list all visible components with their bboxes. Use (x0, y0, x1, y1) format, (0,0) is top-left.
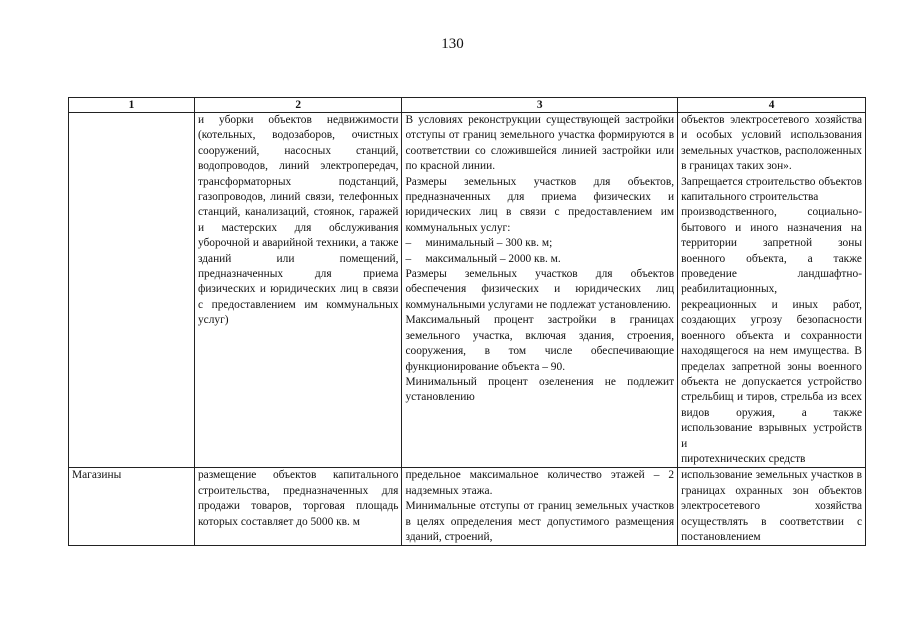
row-b-restrictions-cell (678, 468, 866, 546)
paragraph: Максимальный процент застройки в границах земельного участка, включая здания, строения, сооружения, в том числе обеспечивающие функционирование объекта – 90. (405, 314, 675, 373)
list-item-text: минимальный – 300 кв. м; (425, 237, 553, 250)
paragraph: Размеры земельных участков для объектов, предназначенных для приема физических и юридических лиц в связи с предоставлением им коммунальных услуг: (405, 175, 675, 234)
dash-bullet: – (405, 237, 412, 250)
row-a-restrictions-cell (678, 113, 866, 468)
row-b-description-cell (194, 468, 402, 546)
paragraph: Запрещается строительство объектов капитального строительства (681, 175, 862, 204)
row-b-parameters-cell (402, 468, 678, 546)
list-item (405, 252, 674, 267)
paragraph: Минимальные отступы от границ земельных участков в целях определения мест допустимого размещения зданий, строений, (405, 500, 675, 543)
column-header-4: 4 (678, 98, 866, 113)
page-number: 130 (441, 36, 464, 52)
row-a-description-text: и уборки объектов недвижимости (котельных, водозаборов, очистных сооружений, насосных станций, водопроводов, линий электропередач, трансформаторных подстанций, газопроводов, линий связи, телефонных станций, канализаций, стоянок, гаражей и мастерских для обслуживания уборочной и аварийной техники, а также зданий или помещений, предназначенных для приема физических и юридических лиц в связи с предоставлением им коммунальных услуг) (197, 114, 399, 327)
list-item-text: максимальный – 2000 кв. м. (425, 252, 561, 265)
list-item (405, 236, 674, 251)
paragraph: Размеры земельных участков для объектов обеспечения физических и юридических лиц коммунальными услугами не подлежат установлению. (405, 268, 675, 311)
column-header-3: 3 (402, 98, 678, 113)
row-a-parameters-cell (402, 113, 678, 468)
paragraph: В условиях реконструкции существующей застройки отступы от границ земельного участка формируются в соответствии со сложившейся линией застройки или по красной линии. (405, 114, 675, 173)
column-header-1: 1 (69, 98, 195, 113)
row-b-use-type-cell: Магазины (69, 468, 195, 546)
paragraph: пиротехнических средств (681, 452, 806, 465)
zoning-regulations-table (68, 97, 866, 546)
row-b-description-text: размещение объектов капитального строительства, предназначенных для продажи товаров, торговая площадь которых составляет до 5000 кв. м (197, 469, 399, 528)
table-header-row (69, 98, 866, 113)
column-header-2: 2 (194, 98, 402, 113)
paragraph: рекреационных и иных работ, создающих угрозу безопасности военного объекта и сохранности находящегося на нем имущества. В пределах запретной зоны военного объекта не допускается устройство стрельбищ и тиров, стрельба из всех видов оружия, а также использование взрывных устройств и (681, 298, 862, 450)
dash-bullet: – (405, 252, 412, 265)
paragraph: производственного, социально-бытового и иного назначения на территории запретной зоны военного объекта, а также проведение ландшафтно-реабилитационных, (681, 206, 862, 296)
row-a-use-type-cell (69, 113, 195, 468)
paragraph: предельное максимальное количество этажей – 2 надземных этажа. (405, 469, 675, 497)
paragraph: Минимальный процент озеленения не подлежит установлению (405, 375, 675, 404)
table-row (69, 468, 866, 546)
row-b-restrictions-text: использование земельных участков в границах охранных зон объектов электросетевого хозяйства осуществлять в соответствии с постановлением (681, 469, 862, 543)
row-a-description-cell (194, 113, 402, 468)
table-row (69, 113, 866, 468)
paragraph: объектов электросетевого хозяйства и особых условий использования земельных участков, расположенных в границах таких зон». (681, 114, 862, 173)
